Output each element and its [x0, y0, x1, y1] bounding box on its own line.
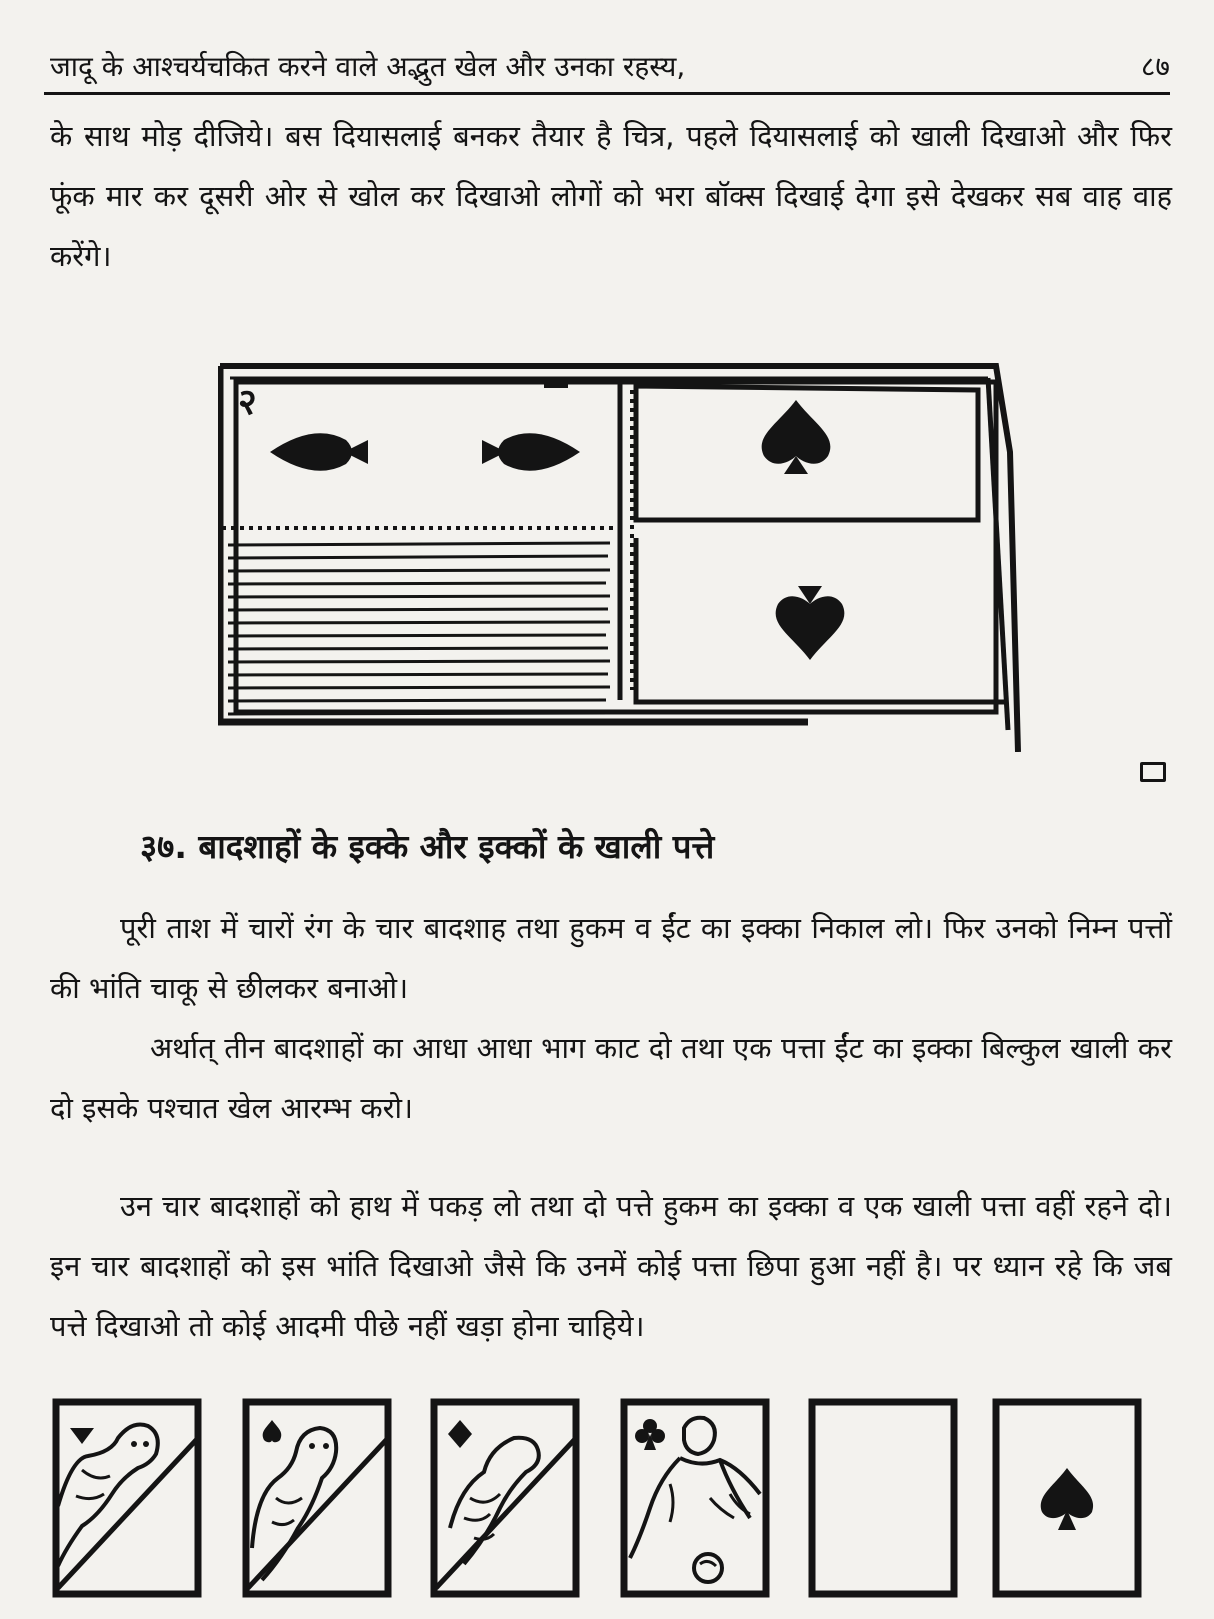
king-card-hearts [52, 1398, 202, 1598]
card-corner-mark: २ [238, 382, 257, 423]
paragraph-instructions-3: उन चार बादशाहों को हाथ में पकड़ लो तथा दो पत्ते हुकम का इक्का व एक खाली पत्ता वहीं रहने दो। इन चार बादशाहों को इस भांति दिखाओ जैसे कि उनमें कोई पत्ता छिपा हुआ नहीं है। पर ध्यान रहे कि जब पत्ते दिखाओ तो कोई आदमी पीछे नहीं खड़ा होना चाहिये। [50, 1189, 1172, 1343]
matchbox-figure [218, 360, 1060, 752]
section-heading: ३७. बादशाहों के इक्के और इक्कों के खाली पत्ते [140, 827, 715, 866]
running-header [50, 44, 1170, 90]
header-rule [44, 92, 1170, 95]
spade-icon-lower [776, 586, 845, 660]
paragraph-matchbox-end: के साथ मोड़ दीजिये। बस दियासलाई बनकर तैयार है चित्र, पहले दियासलाई को खाली दिखाओ और फिर फूंक मार कर दूसरी ओर से खोल कर दिखाओ लोगों को भरा बॉक्स दिखाई देगा इसे देखकर सब वाह वाह करेंगे। [50, 119, 1172, 273]
king-card-spades [242, 1398, 392, 1598]
spade-icon-upper [762, 400, 831, 474]
paragraph-instructions-1: पूरी ताश में चारों रंग के चार बादशाह तथा हुकम व ईंट का इक्का निकाल लो। फिर उनको निम्न पत्तों की भांति चाकू से छीलकर बनाओ। [50, 911, 1172, 1005]
spade-icon-right [482, 433, 580, 471]
spade-icon-left [270, 433, 368, 471]
blank-card [808, 1398, 958, 1598]
king-card-clubs [620, 1398, 770, 1598]
end-of-item-box [1140, 762, 1166, 782]
ace-of-spades-card [992, 1398, 1142, 1598]
stacked-matchsticks [228, 543, 610, 714]
king-card-diamonds [430, 1398, 580, 1598]
page-number: ८७ [1140, 50, 1170, 83]
header-title: जादू के आश्चर्यचकित करने वाले अद्भुत खेल और उनका रहस्य, [50, 50, 686, 83]
paragraph-instructions-2: अर्थात् तीन बादशाहों का आधा आधा भाग काट दो तथा एक पत्ता ईंट का इक्का बिल्कुल खाली कर दो इसके पश्चात खेल आरम्भ करो। [50, 1031, 1172, 1125]
